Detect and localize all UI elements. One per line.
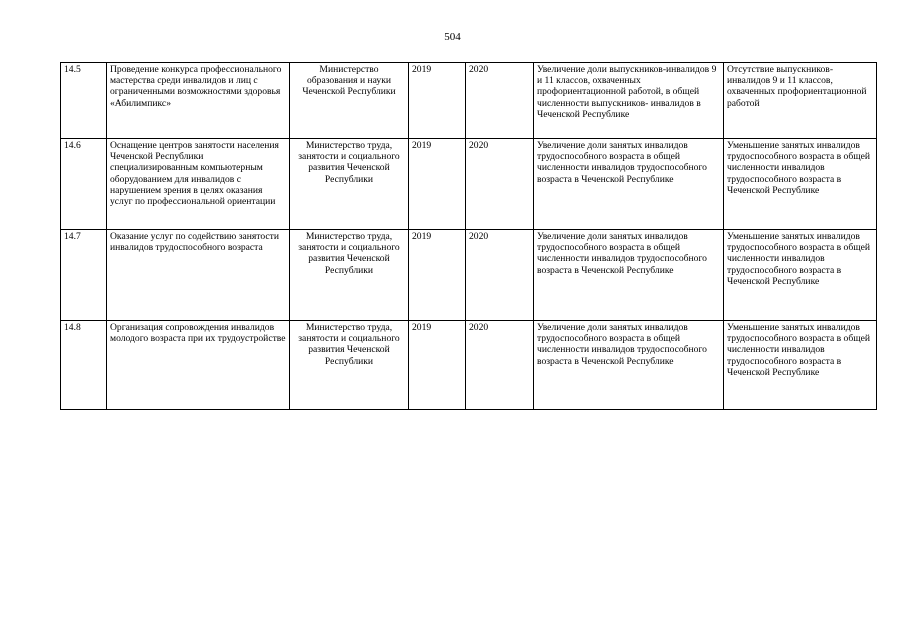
end-year-cell: 2020: [466, 230, 534, 321]
expected-result-cell: Увеличение доли занятых инвалидов трудоспособного возраста в общей численности инвалидов трудоспособного возраста в Чеченской Республике: [534, 230, 724, 321]
consequence-cell: Отсутствие выпускников-инвалидов 9 и 11 классов, охваченных профориентационной работой: [724, 63, 877, 139]
end-year-cell: 2020: [466, 63, 534, 139]
executor-cell: Министерство образования и науки Чеченской Республики: [290, 63, 409, 139]
table-row: [61, 321, 877, 410]
consequence-cell: Уменьшение занятых инвалидов трудоспособного возраста в общей численности инвалидов трудоспособного возраста в Чеченской Республике: [724, 230, 877, 321]
item-number-cell: 14.8: [61, 321, 107, 410]
end-year-cell: 2020: [466, 321, 534, 410]
activity-title-cell: Проведение конкурса профессионального мастерства среди инвалидов и лиц с ограниченными возможностями здоровья «Абилимпикс»: [107, 63, 290, 139]
start-year-cell: 2019: [409, 139, 466, 230]
expected-result-cell: Увеличение доли выпускников-инвалидов 9 и 11 классов, охваченных профориентационной работой, в общей численности выпускников- инвалидов в Чеченской Республике: [534, 63, 724, 139]
consequence-cell: Уменьшение занятых инвалидов трудоспособного возраста в общей численности инвалидов трудоспособного возраста в Чеченской Республике: [724, 321, 877, 410]
activity-title-cell: Оснащение центров занятости населения Чеченской Республики специализированным компьютерным оборудованием для инвалидов с нарушением зрения в целях оказания услуг по профессиональной ориентации: [107, 139, 290, 230]
item-number-cell: 14.5: [61, 63, 107, 139]
table-row: [61, 139, 877, 230]
table-row: [61, 63, 877, 139]
expected-result-cell: Увеличение доли занятых инвалидов трудоспособного возраста в общей численности инвалидов трудоспособного возраста в Чеченской Республике: [534, 139, 724, 230]
executor-cell: Министерство труда, занятости и социального развития Чеченской Республики: [290, 139, 409, 230]
expected-result-cell: Увеличение доли занятых инвалидов трудоспособного возраста в общей численности инвалидов трудоспособного возраста в Чеченской Республике: [534, 321, 724, 410]
page-number: 504: [444, 31, 461, 43]
table-row: [61, 230, 877, 321]
executor-cell: Министерство труда, занятости и социального развития Чеченской Республики: [290, 321, 409, 410]
start-year-cell: 2019: [409, 63, 466, 139]
end-year-cell: 2020: [466, 139, 534, 230]
executor-cell: Министерство труда, занятости и социального развития Чеченской Республики: [290, 230, 409, 321]
consequence-cell: Уменьшение занятых инвалидов трудоспособного возраста в общей численности инвалидов трудоспособного возраста в Чеченской Республике: [724, 139, 877, 230]
start-year-cell: 2019: [409, 230, 466, 321]
activity-title-cell: Организация сопровождения инвалидов молодого возраста при их трудоустройстве: [107, 321, 290, 410]
start-year-cell: 2019: [409, 321, 466, 410]
item-number-cell: 14.7: [61, 230, 107, 321]
item-number-cell: 14.6: [61, 139, 107, 230]
activities-table: [60, 62, 877, 410]
activity-title-cell: Оказание услуг по содействию занятости инвалидов трудоспособного возраста: [107, 230, 290, 321]
